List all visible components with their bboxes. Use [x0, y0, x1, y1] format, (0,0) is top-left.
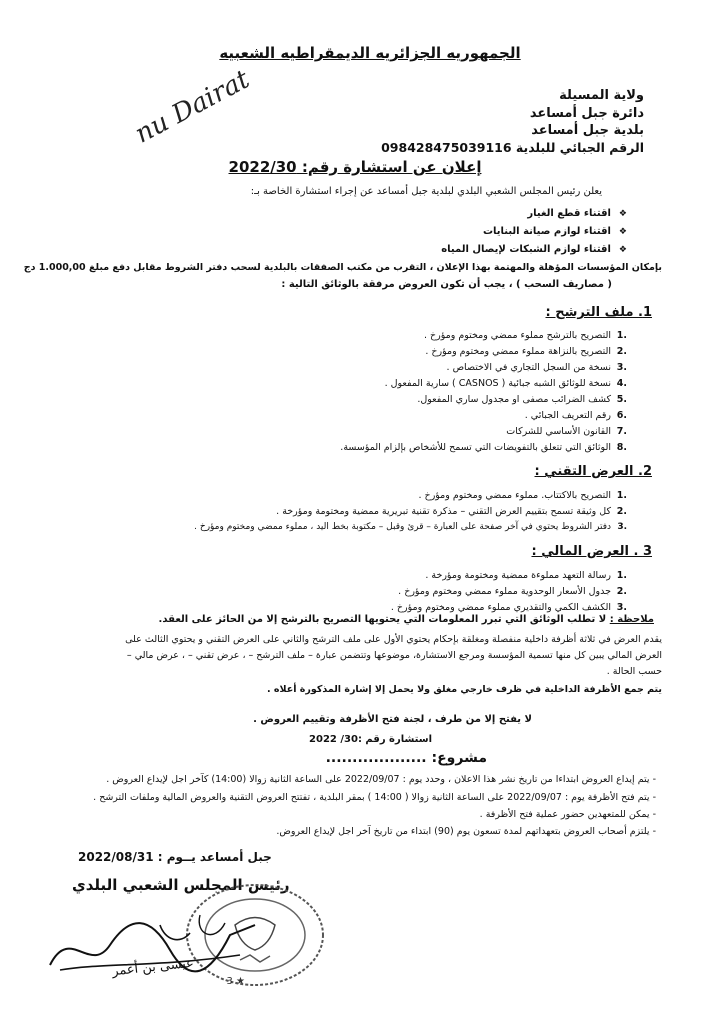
- note-text: لا تطلب الوثائق التي تبرر المعلومات التي يحتويها التصريح بالترشح إلا من الحائز على العقد.: [158, 614, 607, 625]
- project-bullet: - يتم إيداع العروض ابتداءا من تاريخ نشر هذا الاعلان ، وحدد يوم : 2022/09/07 على الساعة الثانية زوالا (14:00) كآخر اجل لإيداع العروض .: [106, 774, 656, 785]
- list-item: .3الكشف الكمي والتقديري مملوء ممضي ومختوم ومؤرخ .: [390, 602, 627, 613]
- daira-label: دائرة جبل أمساعد: [529, 106, 644, 121]
- offers-line: حسب الحالة .: [606, 666, 662, 677]
- signature-date: جبل أمساعد يــوم : 2022/08/31: [78, 850, 272, 864]
- list-item: .5كشف الضرائب مصفى او مجدول ساري المفعول.: [417, 394, 627, 405]
- list-item: .4نسخة للوثائق الشبه جبائية ( CASNOS ) سارية المفعول .: [384, 378, 627, 389]
- handwritten-note: nu Dairat: [130, 64, 255, 150]
- offers-line: يقدم العرض في ثلاثة أظرفة داخلية منفصلة ومغلقة بإحكام يحتوي الأول على ملف الترشح والثاني على العرض التقني و يحتوي الثالث على: [125, 634, 662, 645]
- tax-id: الرقم الجبائي للبلدية 098428475039116: [381, 140, 644, 155]
- signature-title: رئيس المجلس الشعبي البلدي: [72, 876, 290, 894]
- section3-title: 3 . العرض المالي :: [531, 544, 652, 559]
- section1-title: 1. ملف الترشح :: [545, 305, 652, 320]
- note: [159, 614, 654, 625]
- section2-title: 2. العرض التقني :: [534, 464, 652, 479]
- republic-header: الجمهوريه الجزائريه الديمقراطيه الشعبيه: [219, 44, 521, 62]
- project-title: مشروع: ...................: [325, 750, 487, 766]
- announcement-intro: يعلن رئيس المجلس الشعبي البلدي لبلدية جبل أمساعد عن إجراء استشارة الخاصة بـ:: [250, 186, 602, 197]
- announcement-title: إعلان عن استشارة رقم: 2022/30: [228, 158, 482, 176]
- handwritten-name: عيسى بن أعمر: [111, 955, 195, 980]
- list-item: .1رسالة التعهد مملوءة ممضية ومختومة ومؤرخة .: [425, 570, 627, 581]
- conditions-line-1: بإمكان المؤسسات المؤهلة والمهتمة بهذا الإعلان ، التقرب من مكتب الصفقات بالبلدية لسحب دفتر الشروط مقابل دفع مبلغ 1.000,00 دج: [23, 262, 662, 273]
- diamond-bullet-icon: ❖: [618, 245, 627, 255]
- diamond-bullet-icon: ❖: [618, 209, 627, 219]
- offers-line: يتم جمع الأظرفة الداخلية في ظرف خارجي مغلق ولا يحمل إلا إشارة المذكورة أعلاه .: [267, 684, 662, 695]
- diamond-bullet-icon: ❖: [618, 227, 627, 237]
- project-bullet: - يمكن للمتعهدين حضور عملية فتح الأظرفة .: [479, 809, 656, 820]
- list-item: .2كل وثيقة تسمح بتقييم العرض التقني – مذكرة تقنية تبريرية ممضية ومختومة ومؤرخة .: [276, 506, 627, 517]
- project-bullet: - يتم فتح الأظرفة يوم : 2022/09/07 على الساعة الثانية زوالا ( 14:00 ) بمقر البلدية ، تفتتح العروض التقنية والعروض المالية وملفات الترشح .: [93, 792, 656, 803]
- svg-text:★ 3: ★ 3: [226, 976, 245, 987]
- closing-line-2: استشارة رقم :30/ 2022: [309, 734, 432, 745]
- list-item: .6رقم التعريف الجبائي .: [524, 410, 627, 421]
- list-item: .1التصريح بالترشح مملوء ممضي ومختوم ومؤرخ .: [423, 330, 627, 341]
- list-item: .2جدول الأسعار الوحدوية مملوء ممضي ومختوم ومؤرخ .: [398, 586, 627, 597]
- project-bullet: - يلتزم أصحاب العروض بتعهداتهم لمدة تسعون يوم (90) ابتداء من تاريخ آخر اجل لإيداع العروض.: [276, 826, 656, 837]
- purchase-item: ❖اقتناء لوازم الشبكات لإيصال المياه: [441, 244, 627, 255]
- note-label: ملاحظة :: [609, 614, 654, 625]
- list-item: .7القانون الأساسي للشركات: [506, 426, 627, 437]
- baladia-label: بلدية جبل أمساعد: [531, 123, 644, 138]
- offers-line: العرض المالي يبين كل منها تسمية المؤسسة ومرجع الاستشارة، موضوعها وتتضمن عبارة – ملف الترشح – ، عرض تقني – ، عرض مالي –: [126, 650, 662, 661]
- purchase-item: ❖اقتناء لوازم صيانة البنايات: [482, 226, 627, 237]
- list-item: .3دفتر الشروط يحتوي في آخر صفحة على العبارة – قرئ وقبل – مكتوبة بخط اليد ، مملوء ممضي ومختوم ومؤرخ .: [194, 522, 627, 532]
- conditions-line-2: ( مصاريف السحب ) ، يجب أن تكون العروض مرفقة بالوثائق التالية :: [281, 279, 612, 290]
- closing-line-1: لا يفتح إلا من طرف ، لجنة فتح الأظرفة وتقييم العروض .: [253, 714, 532, 725]
- list-item: .8الوثائق التي تتعلق بالتفويضات التي تسمح للأشخاص بإلزام المؤسسة.: [340, 442, 627, 453]
- list-item: .3نسخة من السجل التجاري في الاختصاص .: [446, 362, 627, 373]
- list-item: .1التصريح بالاكتتاب. مملوء ممضي ومختوم ومؤرخ .: [418, 490, 627, 501]
- list-item: .2التصريح بالنزاهة مملوء ممضي ومختوم ومؤرخ .: [425, 346, 627, 357]
- wilaya-label: ولاية المسيلة: [559, 88, 644, 103]
- purchase-item: ❖اقتناء قطع الغيار: [527, 208, 627, 219]
